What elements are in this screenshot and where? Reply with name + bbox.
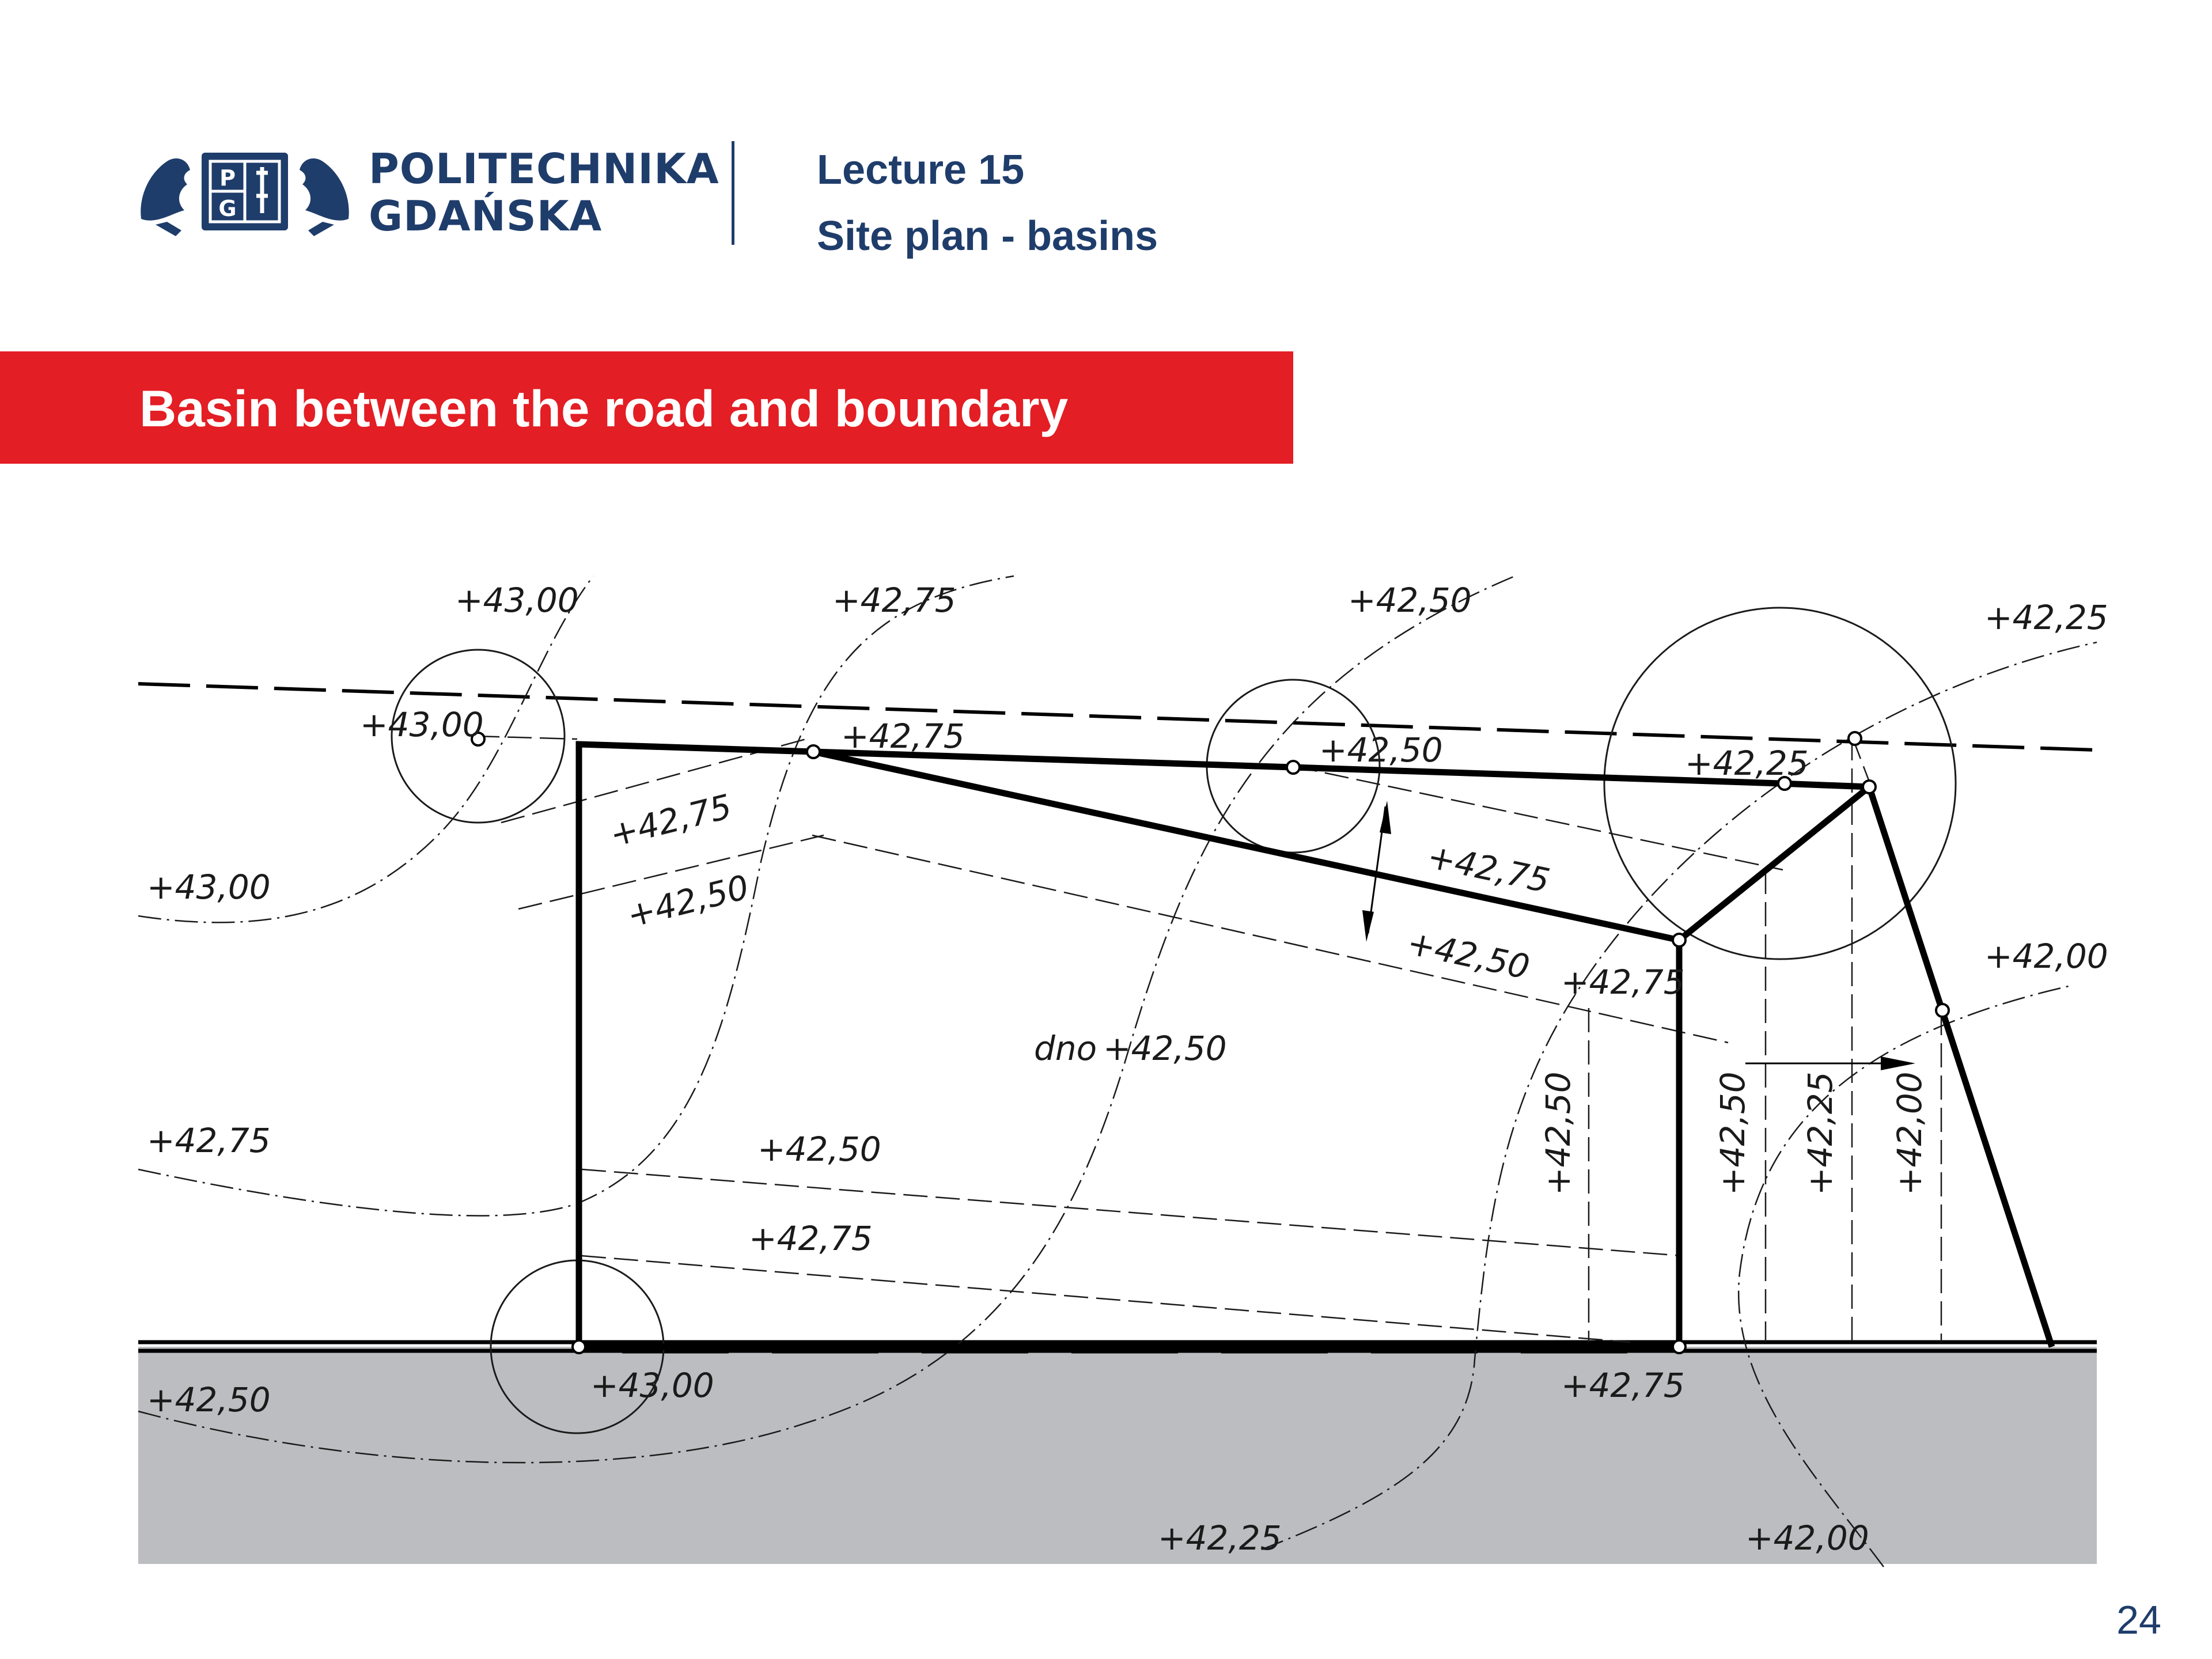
slope-label: +42,75 <box>1424 836 1554 901</box>
contour-label-left: +42,50 <box>147 1380 271 1419</box>
contour-label-top: +42,50 <box>1348 581 1472 620</box>
logo-line-1: POLITECHNIKA <box>369 145 719 193</box>
point-label: +42,75 <box>1561 963 1685 1002</box>
basin-diagonal <box>1679 787 1869 940</box>
vertical-label: +42,50 <box>1539 1071 1578 1195</box>
lecture-topic: Site plan - basins <box>817 213 1158 259</box>
logo-line-2: GDAŃSKA <box>369 192 603 240</box>
slope-label: +42,50 <box>757 1130 881 1169</box>
emblem-letter-p: P <box>219 165 236 191</box>
slope-label: +42,50 <box>1404 923 1533 987</box>
contour-label-top: +42,75 <box>832 581 956 620</box>
point-label: +42,50 <box>1319 730 1443 770</box>
contour-line-4250 <box>138 576 1515 1463</box>
contour-label-right: +42,00 <box>1984 937 2108 976</box>
contour-label-top: +42,25 <box>1984 598 2108 637</box>
slide-title: Basin between the road and boundary <box>139 380 1069 437</box>
contour-label-bottom: +42,25 <box>1158 1518 1282 1558</box>
slope-arrow-head-top <box>1380 801 1391 834</box>
slope-label: +42,75 <box>605 786 736 855</box>
vertical-label: +42,50 <box>1713 1071 1752 1195</box>
basin-bottom-prefix: dno <box>1034 1029 1097 1068</box>
point-label: +42,25 <box>1685 744 1809 783</box>
construction-circles <box>392 608 1956 1433</box>
vertical-label: +42,25 <box>1801 1071 1840 1195</box>
point-label: +42,75 <box>841 717 965 756</box>
basin-inner-edge <box>813 752 1679 1347</box>
point-label: +43,00 <box>590 1366 714 1405</box>
vertical-label: +42,00 <box>1890 1071 1929 1195</box>
contour-label-left: +42,75 <box>147 1121 271 1160</box>
slope-arrow-head-bottom <box>1362 910 1374 942</box>
lecture-number: Lecture 15 <box>817 147 1025 193</box>
flow-arrow-head <box>1881 1056 1915 1070</box>
point-label: +42,75 <box>1561 1366 1685 1405</box>
contour-label-bottom: +42,00 <box>1745 1518 1869 1558</box>
page-number: 24 <box>2116 1597 2161 1642</box>
slope-label: +42,50 <box>623 867 753 935</box>
slope-label: +42,75 <box>749 1219 873 1258</box>
svg-text:G: G <box>218 196 237 221</box>
point-label: +43,00 <box>360 705 484 744</box>
contour-label-top: +43,00 <box>455 581 579 620</box>
contour-label-left: +43,00 <box>147 868 271 907</box>
basin-bottom-elevation: +42,50 <box>1103 1029 1227 1068</box>
